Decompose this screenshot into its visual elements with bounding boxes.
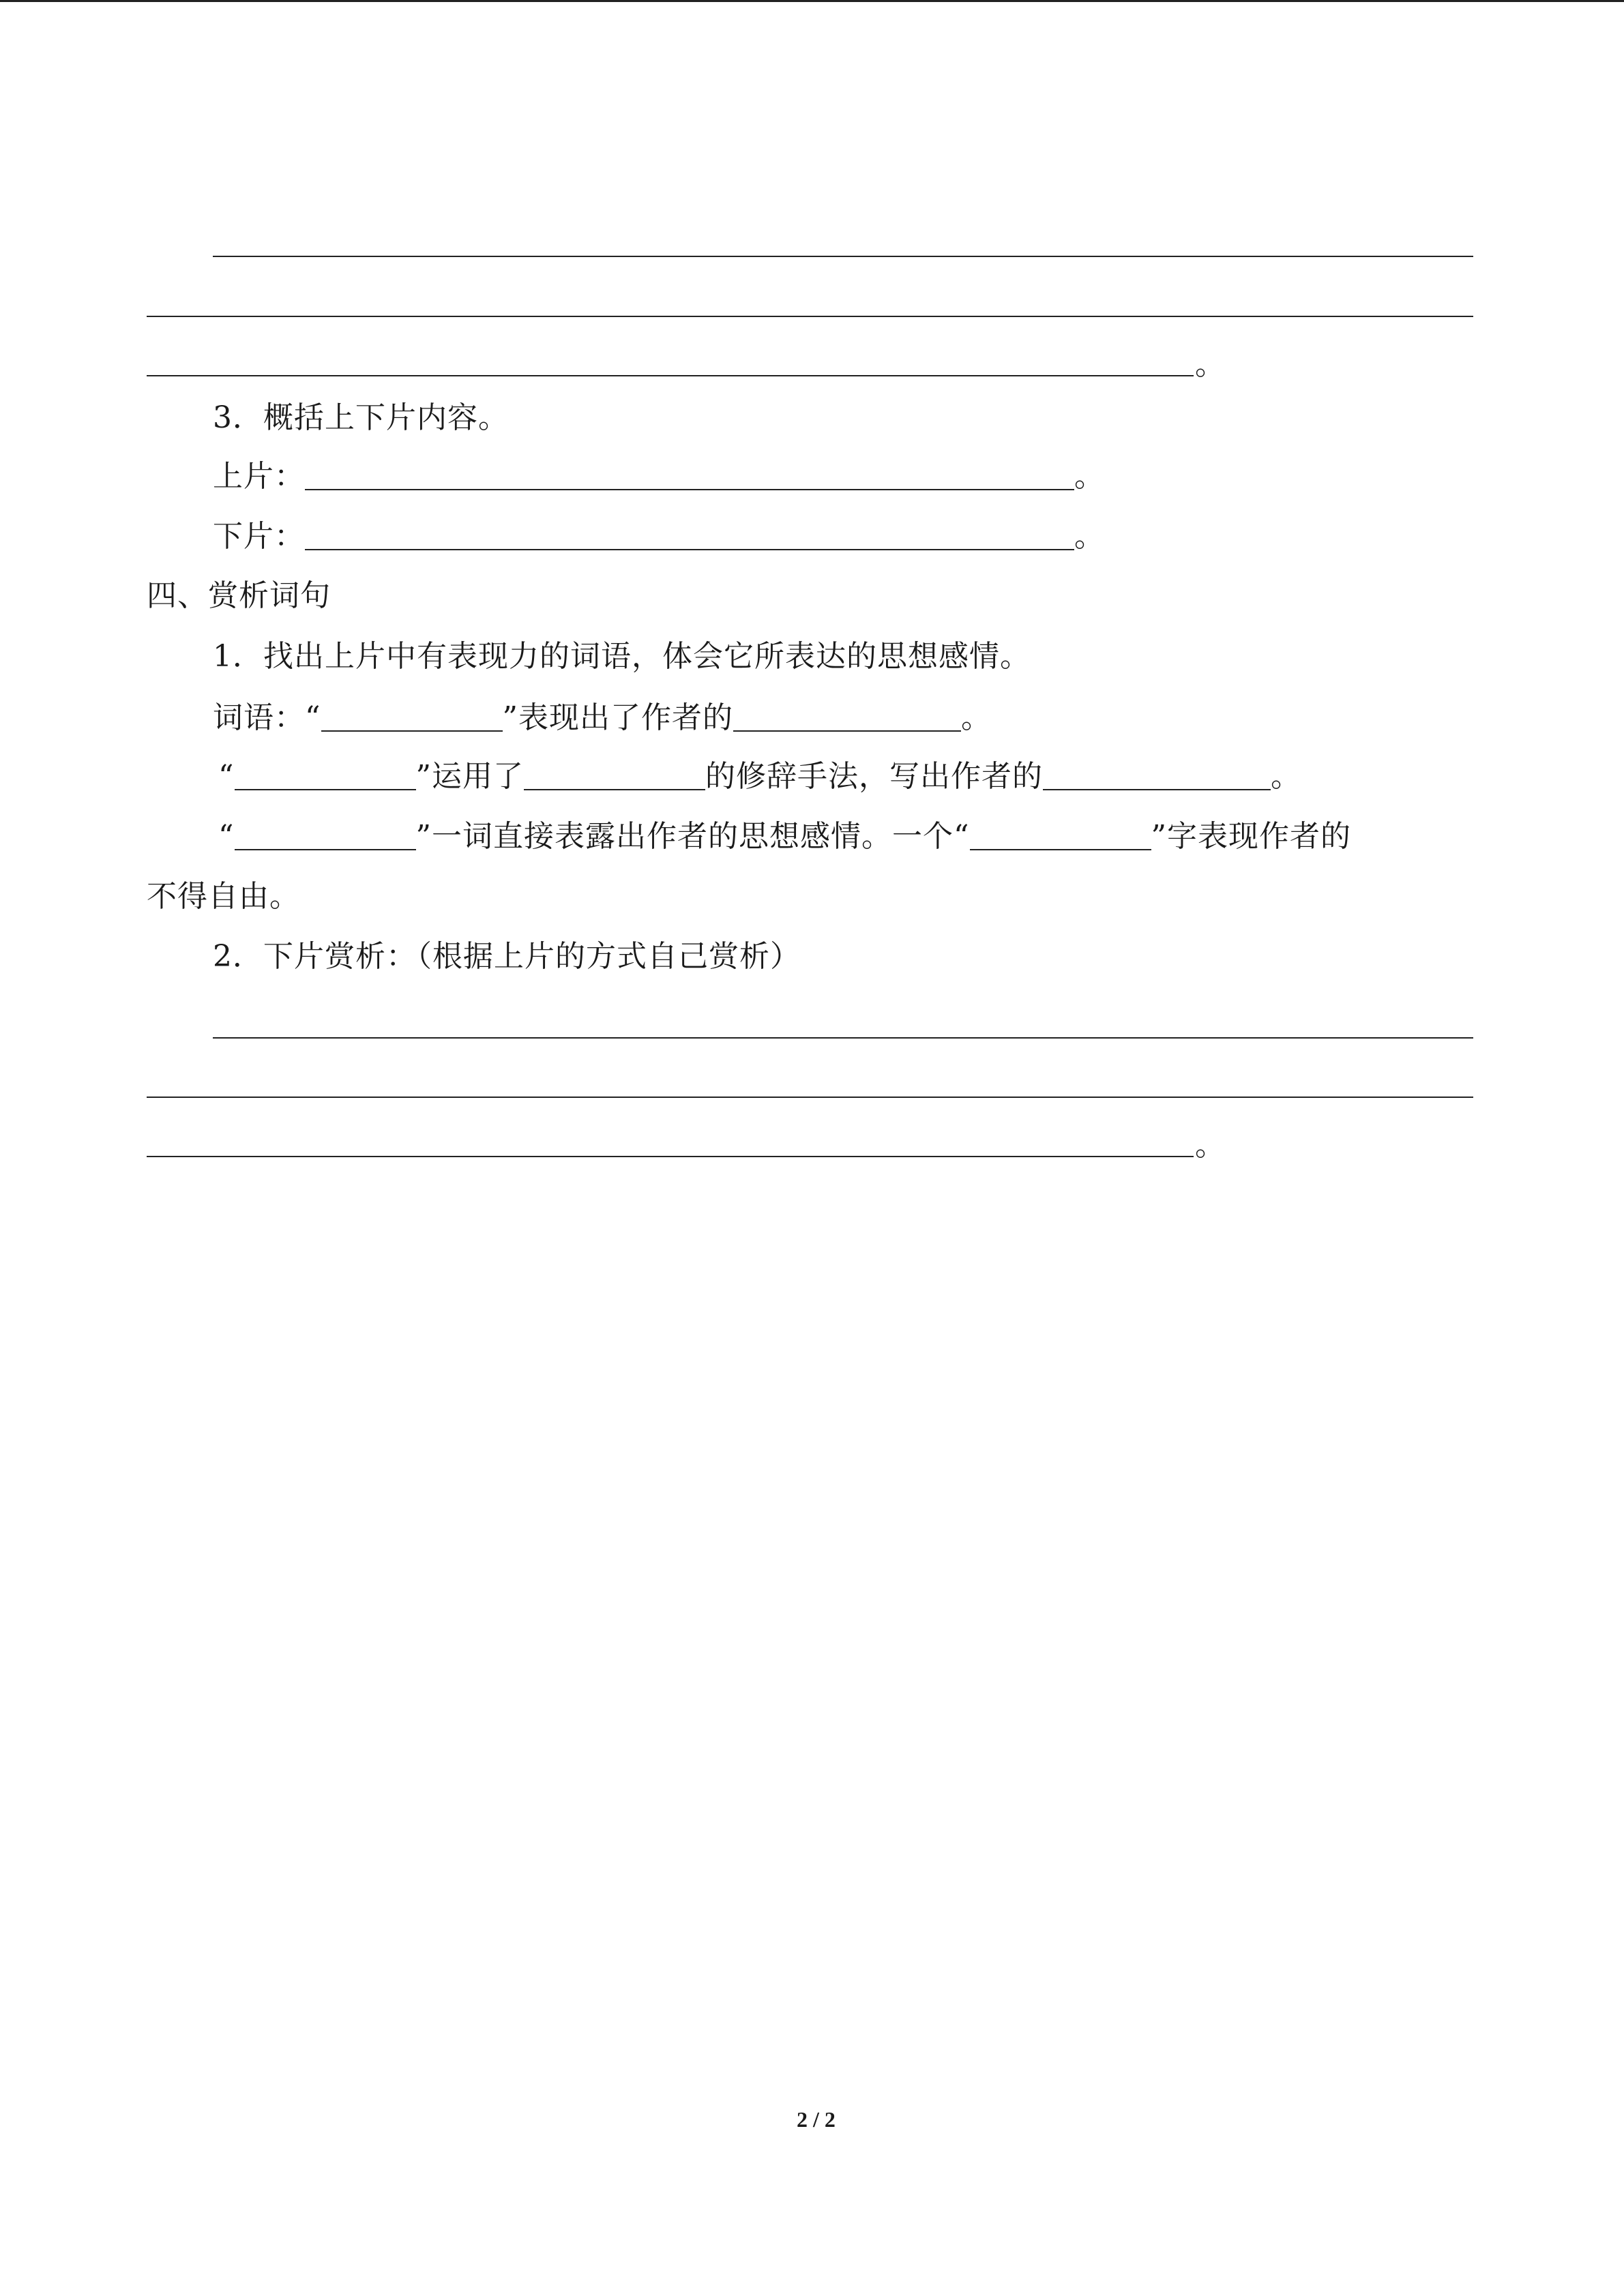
line2-text-b: ”运用了 <box>415 759 524 794</box>
character-blank[interactable] <box>970 819 1151 850</box>
upper-summary-line <box>213 456 1105 497</box>
line2-text-d: 。 <box>1271 759 1301 794</box>
feeling-blank[interactable] <box>733 700 961 732</box>
question-3: 3．概括上下片内容。 <box>213 400 509 435</box>
fill-line-2 <box>218 756 1301 797</box>
line3-text-b: ”一词直接表露出作者的思想感情。一个“ <box>415 819 970 854</box>
upper-end-mark: 。 <box>1074 459 1105 494</box>
line1-text-a: 词语：“ <box>213 700 321 735</box>
upper-label: 上片： <box>213 459 305 494</box>
answer-end-mark: 。 <box>1195 347 1226 382</box>
question-4-1: 1．找出上片中有表现力的词语，体会它所表达的思想感情。 <box>213 639 1031 674</box>
answer-line[interactable] <box>147 1097 1473 1098</box>
answer-line[interactable] <box>213 256 1473 257</box>
fill-line-3 <box>218 816 1351 857</box>
answer-line[interactable] <box>147 1156 1194 1157</box>
fill-line-4: 不得自由。 <box>147 879 300 914</box>
answer-line[interactable] <box>147 316 1473 317</box>
lower-end-mark: 。 <box>1074 519 1105 554</box>
fill-line-1 <box>213 698 992 739</box>
answer-end-mark: 。 <box>1195 1128 1226 1163</box>
section-4-heading: 四、赏析词句 <box>147 578 331 613</box>
author-feeling-blank[interactable] <box>1043 759 1271 790</box>
phrase-blank[interactable] <box>235 759 416 790</box>
upper-answer-blank[interactable] <box>305 459 1074 490</box>
lower-summary-line <box>213 516 1105 557</box>
answer-line[interactable] <box>213 1037 1473 1039</box>
answer-line[interactable] <box>147 375 1194 376</box>
lower-answer-blank[interactable] <box>305 519 1074 550</box>
emotion-word-blank[interactable] <box>235 819 416 850</box>
lower-label: 下片： <box>213 519 305 554</box>
line3-text-a: “ <box>218 819 235 854</box>
line1-text-c: 。 <box>961 700 992 735</box>
line2-text-c: 的修辞手法，写出作者的 <box>705 759 1043 794</box>
line1-text-b: ”表现出了作者的 <box>502 700 733 735</box>
line2-text-a: “ <box>218 759 235 794</box>
line3-text-c: ”字表现作者的 <box>1151 819 1351 854</box>
question-4-2: 2．下片赏析：（根据上片的方式自己赏析） <box>213 939 801 974</box>
page-number: 2 / 2 <box>797 2107 836 2132</box>
rhetoric-blank[interactable] <box>524 759 705 790</box>
word-blank[interactable] <box>321 700 503 732</box>
